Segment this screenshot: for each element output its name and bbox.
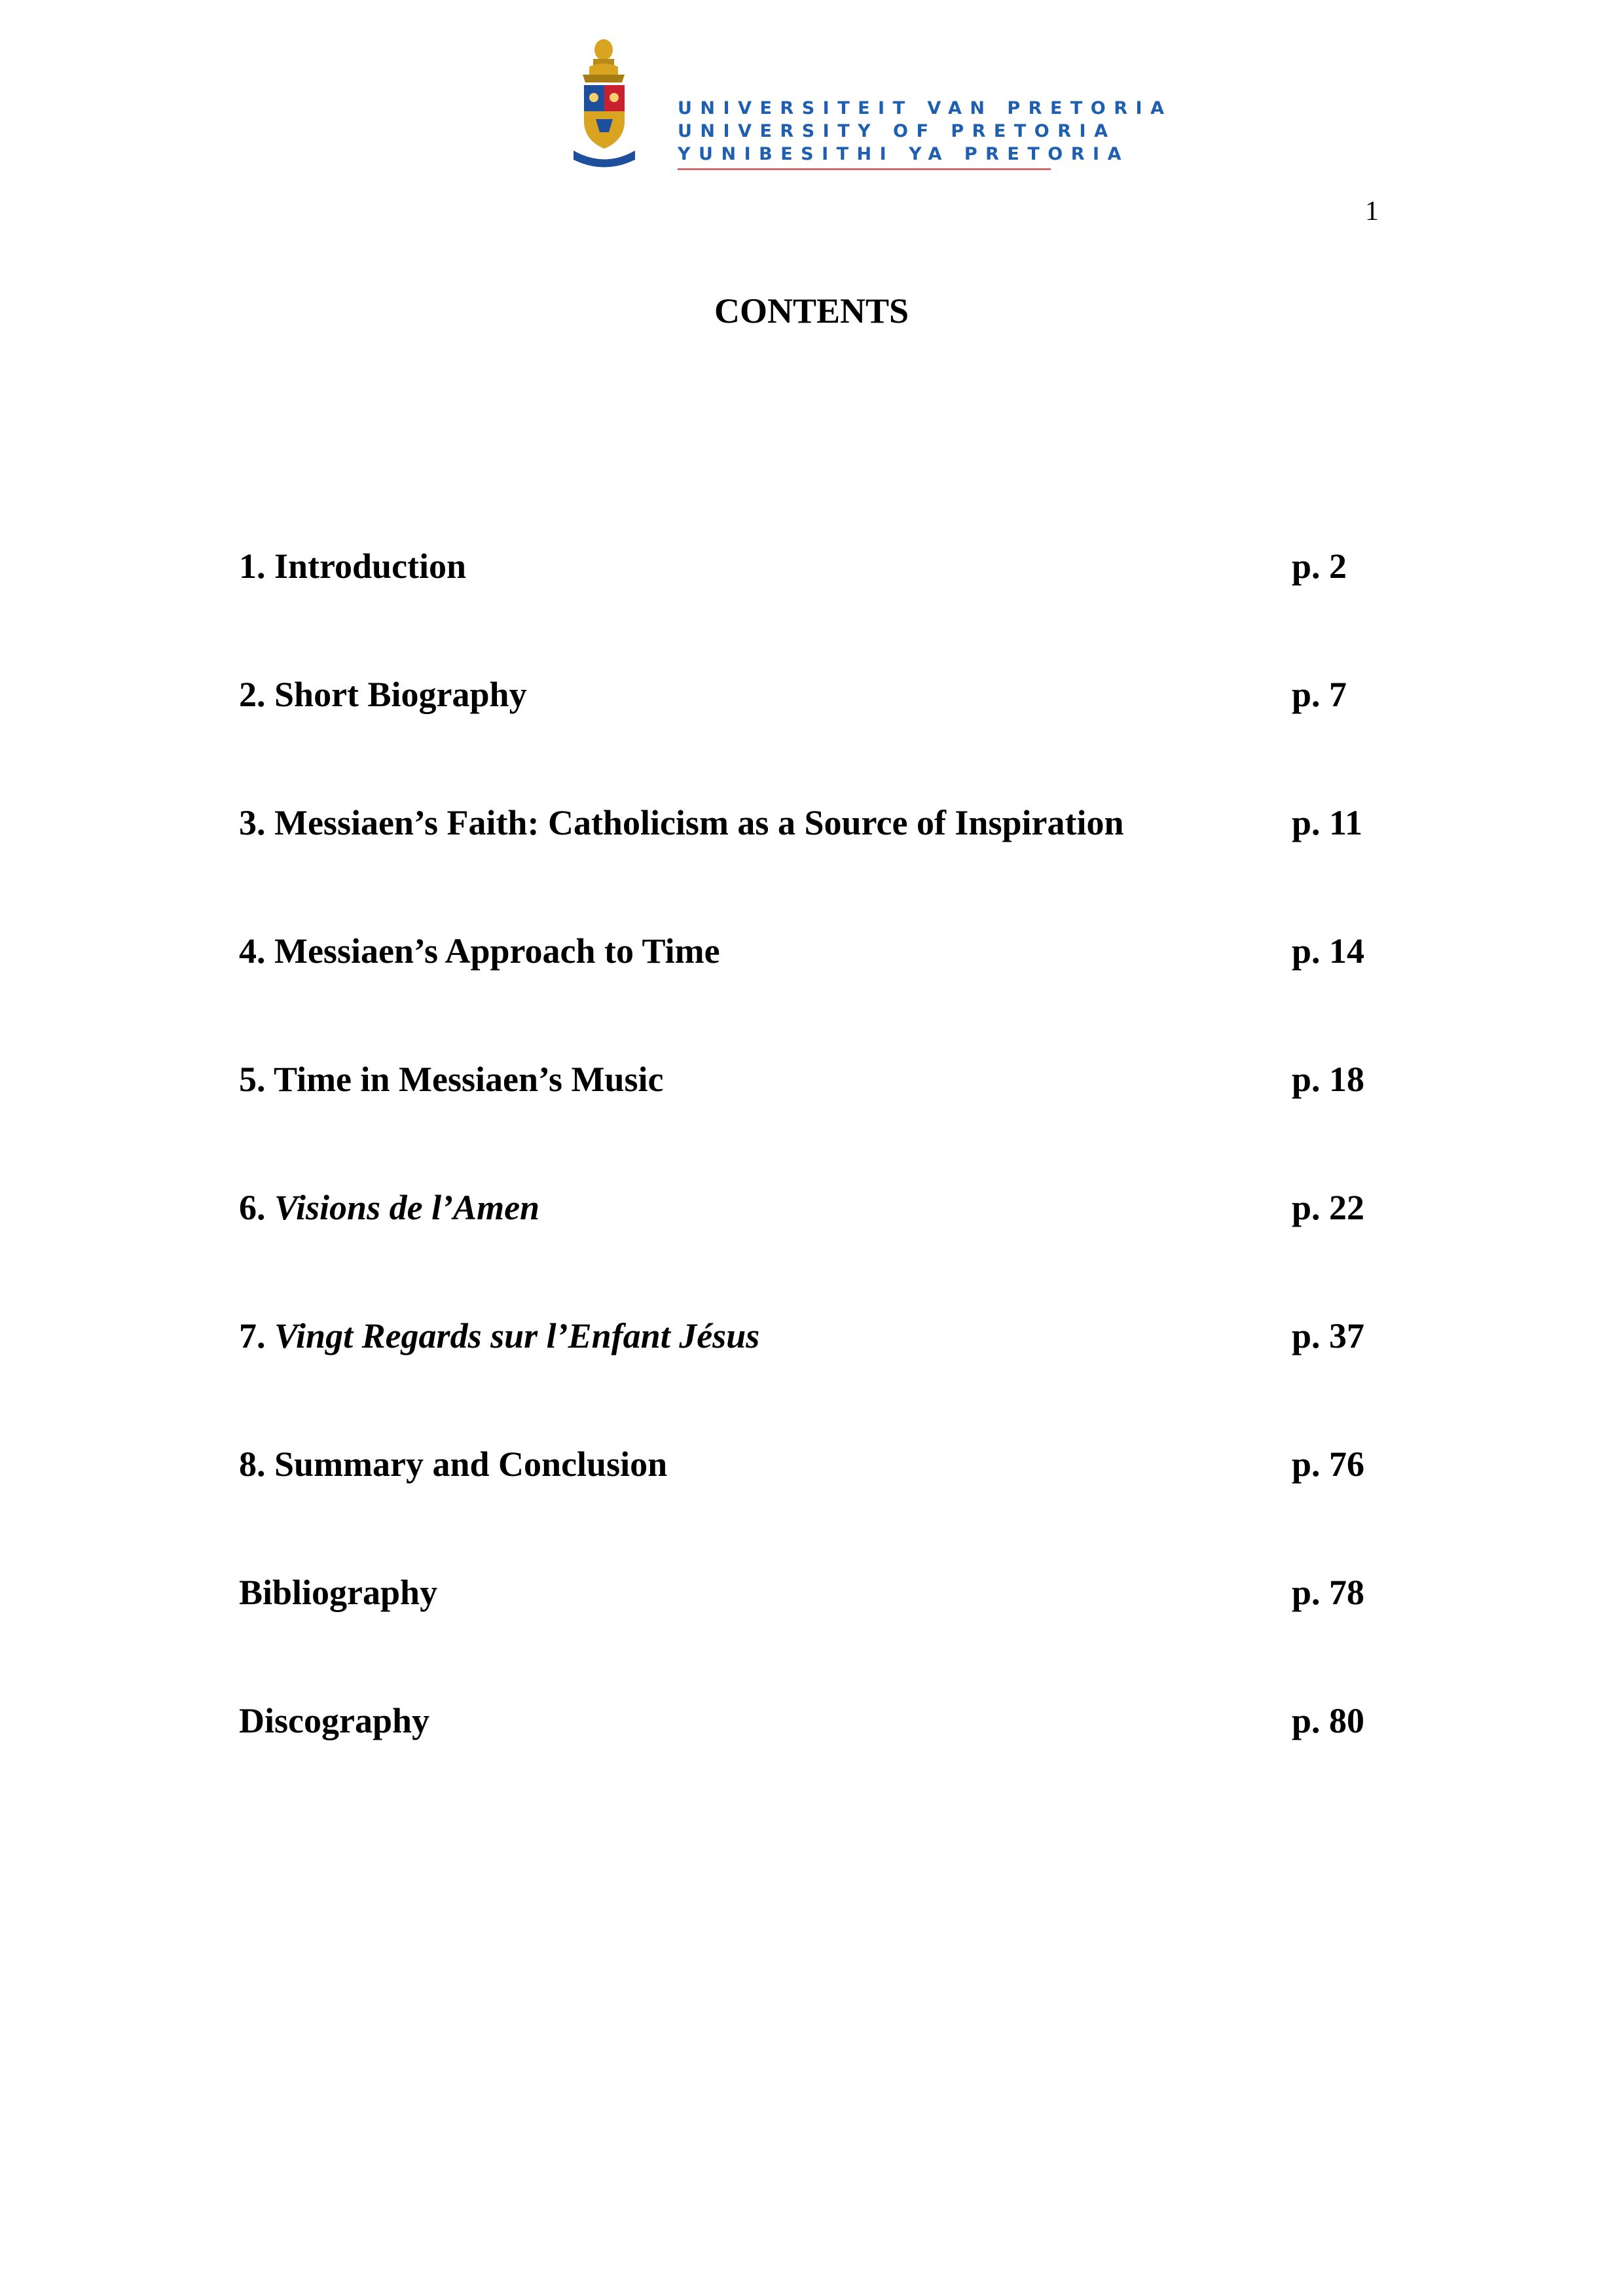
toc-entry-title: 4. Messiaen’s Approach to Time: [239, 931, 720, 971]
university-logo: [570, 34, 1173, 178]
toc-entry-page: p. 76: [1292, 1444, 1365, 1484]
toc-entry-title: 7. Vingt Regards sur l’Enfant Jésus: [239, 1316, 760, 1355]
toc-entry-title: 8. Summary and Conclusion: [239, 1444, 668, 1484]
page-number: 1: [1365, 196, 1379, 226]
toc-entry-title: 3. Messiaen’s Faith: Catholicism as a Source of Inspiration: [239, 803, 1124, 842]
toc-entry-title: 5. Time in Messiaen’s Music: [239, 1060, 664, 1099]
toc-entry: [239, 1698, 1417, 1826]
page-title: CONTENTS: [714, 291, 909, 331]
toc-entry-title: 1. Introduction: [239, 547, 467, 586]
toc-entry: [239, 1441, 1417, 1570]
toc-entry: [239, 1056, 1417, 1185]
university-name: [678, 97, 1173, 166]
university-name-afrikaans: UNIVERSITEIT VAN PRETORIA: [678, 98, 1173, 118]
toc-entry-page: p. 18: [1292, 1060, 1365, 1099]
toc-entry-page: p. 37: [1292, 1316, 1365, 1355]
toc-entry-title: Bibliography: [239, 1573, 438, 1612]
university-name-english: UNIVERSITY OF PRETORIA: [678, 121, 1116, 141]
toc-entry: [239, 928, 1417, 1056]
toc-entry: [239, 800, 1417, 928]
toc-entry-page: p. 11: [1292, 803, 1363, 842]
toc-entry-title: Discography: [239, 1701, 430, 1740]
toc-entry-page: p. 7: [1292, 675, 1347, 714]
toc-entry: [239, 1185, 1417, 1313]
university-name-sepedi: YUNIBESITHI YA PRETORIA: [678, 144, 1129, 164]
toc-entry-page: p. 22: [1292, 1188, 1365, 1227]
university-crest-icon: [570, 34, 661, 175]
logo-divider: [678, 168, 1051, 170]
toc-entry-page: p. 80: [1292, 1701, 1365, 1740]
toc-entry-title: 2. Short Biography: [239, 675, 527, 714]
toc-entry: [239, 1313, 1417, 1441]
toc-entry: [239, 1570, 1417, 1698]
toc-entry-title: 6. Visions de l’Amen: [239, 1188, 540, 1227]
toc-entry-page: p. 2: [1292, 547, 1347, 586]
toc-entry-page: p. 78: [1292, 1573, 1365, 1612]
toc-entry: [239, 672, 1417, 800]
table-of-contents: [239, 543, 1417, 1826]
toc-entry-page: p. 14: [1292, 931, 1365, 971]
toc-entry: [239, 543, 1417, 672]
